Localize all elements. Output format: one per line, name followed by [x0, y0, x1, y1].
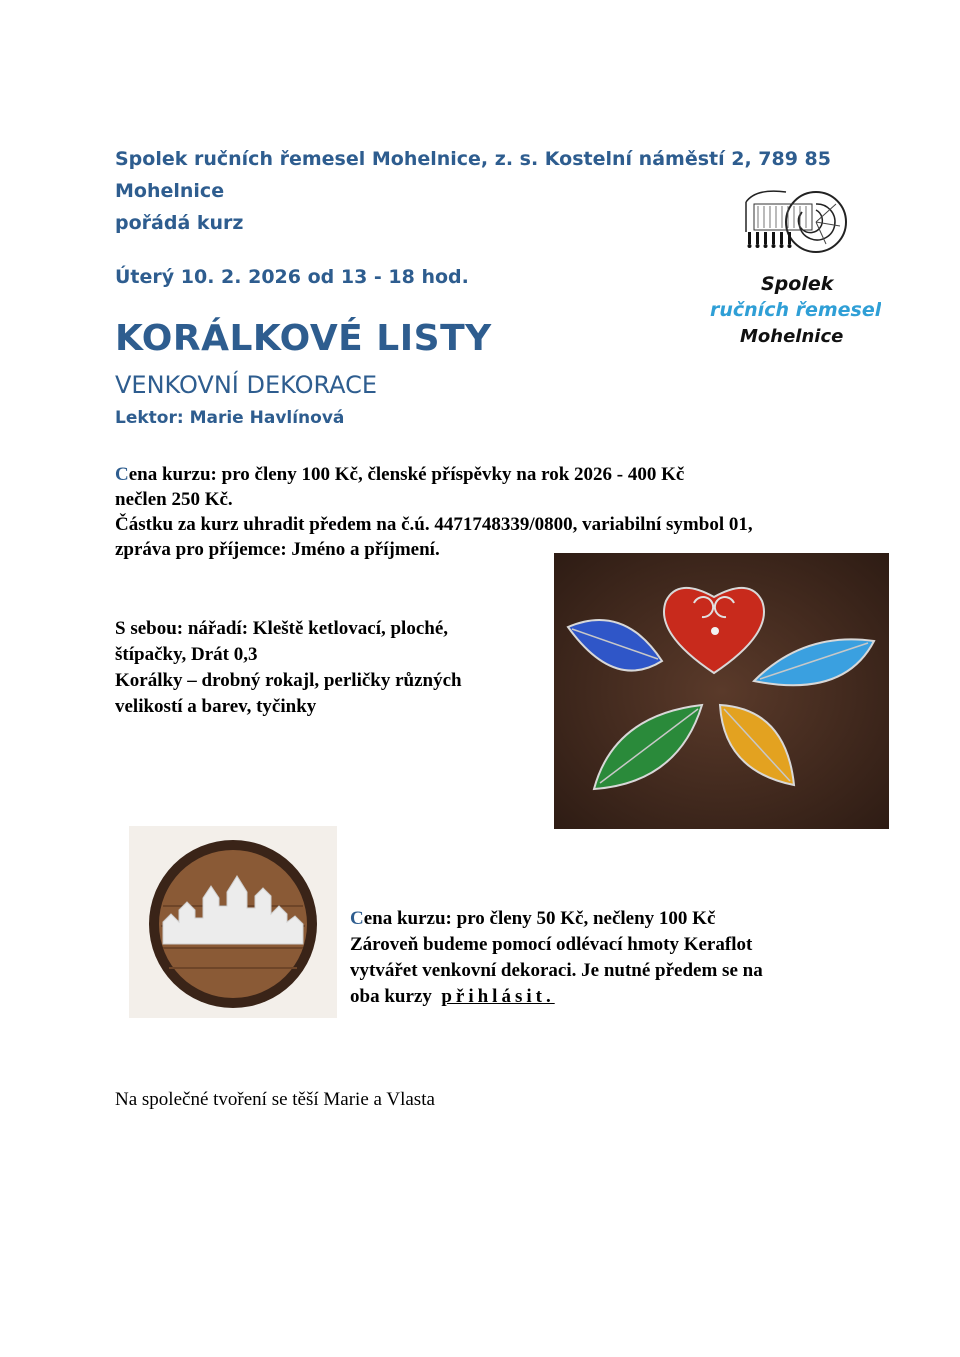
closing-note: Na společné tvoření se těší Marie a Vlasta — [115, 1089, 435, 1110]
supplies-line-1: S sebou: nářadí: Kleště ketlovací, ploché, — [115, 618, 449, 639]
price-line-1-rest: ena kurzu: pro členy 100 Kč, členské příspěvky na rok 2026 - 400 Kč — [128, 464, 685, 485]
supplies-line-2: štípačky, Drát 0,3 — [115, 644, 258, 665]
course2-line-1-rest: ena kurzu: pro členy 50 Kč, nečleny 100 Kč — [363, 908, 716, 929]
organizer-line-2: Mohelnice — [115, 180, 225, 202]
logo-text-line-3: Mohelnice — [740, 326, 844, 347]
payment-line-2: zpráva pro příjemce: Jméno a příjmení. — [115, 539, 440, 560]
course2-line-2: Zároveň budeme pomocí odlévací hmoty Keraflot — [350, 934, 753, 955]
course2-line-1 — [350, 906, 860, 932]
course2-line-4-text: oba kurzy — [350, 986, 432, 1007]
house-decoration-photo — [129, 826, 337, 1018]
supplies-list — [115, 616, 545, 720]
course2-line-3: vytvářet venkovní dekoraci. Je nutné předem se na — [350, 960, 763, 981]
beaded-leaves-photo — [554, 553, 889, 829]
signup-text: přihlásit. — [441, 986, 555, 1007]
beaded-leaves-image — [554, 553, 889, 829]
course2-line-4 — [350, 984, 860, 1010]
supplies-line-3: Korálky – drobný rokajl, perličky různých — [115, 670, 462, 691]
logo-text-line-2: ručních řemesel — [710, 299, 881, 321]
house-decoration-image — [129, 826, 337, 1018]
supplies-line-4: velikostí a barev, tyčinky — [115, 696, 317, 717]
event-date: Úterý 10. 2. 2026 od 13 - 18 hod. — [115, 266, 469, 288]
payment-line-1: Částku za kurz uhradit předem na č.ú. 4471748339/0800, variabilní symbol 01, — [115, 514, 753, 535]
lector-name: Lektor: Marie Havlínová — [115, 408, 345, 428]
course-subtitle: VENKOVNÍ DEKORACE — [115, 371, 378, 399]
organizer-line-1: Spolek ručních řemesel Mohelnice, z. s. Kostelní náměstí 2, 789 85 — [115, 148, 831, 170]
course-title: KORÁLKOVÉ LISTY — [115, 318, 492, 359]
price-line-2: nečlen 250 Kč. — [115, 489, 233, 510]
price-cap-letter: C — [115, 464, 129, 485]
organization-logo — [706, 184, 881, 354]
price-line-1 — [115, 462, 835, 487]
decoration-course-info — [350, 906, 860, 1010]
logo-text-line-1: Spolek — [761, 273, 834, 295]
lace-logo-icon — [706, 184, 881, 354]
course2-cap-letter: C — [350, 908, 364, 929]
course-price-info — [115, 462, 835, 562]
organizer-line-3: pořádá kurz — [115, 212, 244, 234]
